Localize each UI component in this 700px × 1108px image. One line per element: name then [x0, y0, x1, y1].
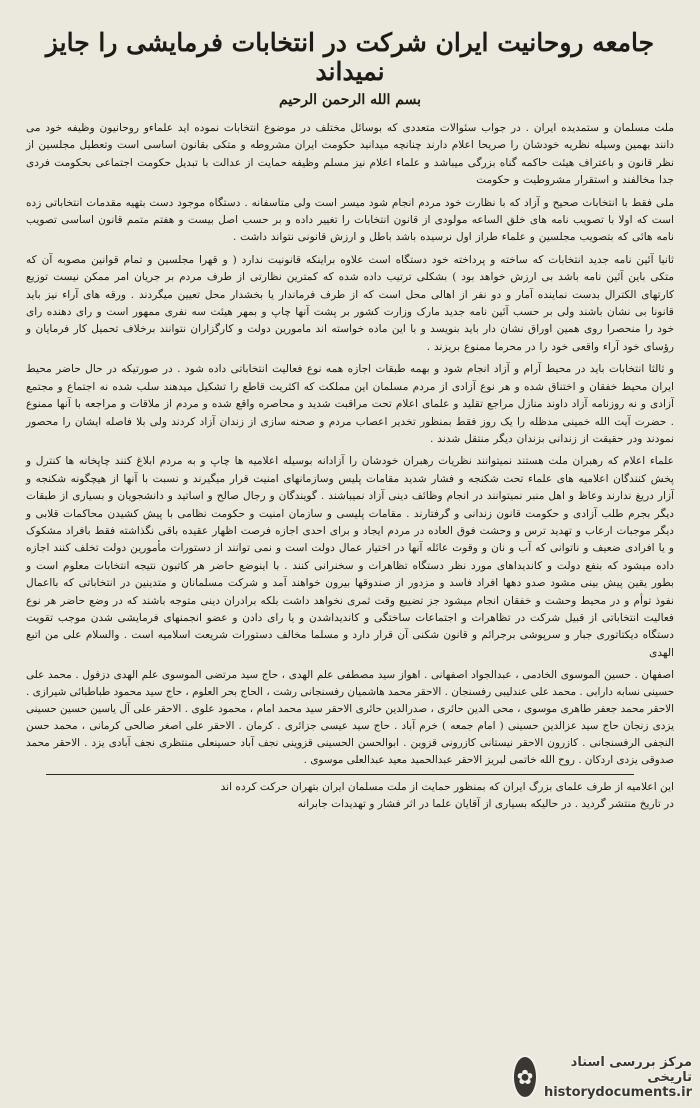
- paragraph-1: ملت مسلمان و ستمدیده ایران . در جواب سئوالات متعددی که بوسائل مختلف در موضوع انتخابات نموده اید علماءو روحانیون وظیفه خود می دانند بهمین وسیله نظریه خودشان را صریحا اعلام دارند چنانچه میدانید حکومت ایران مشروطه و متکی بقانون اساسی است وتعطیل مجلسین از نظر قانون و باعتراف هیئت حاکمه گناه بزرگی میباشد و علماء اعلام نیز مسلم وظیفه حمایت از عدالت با تبدیل حکومت اجتماعی بحکومت فردی جدا مخالفند و استقرار مشروطیت و حکومت: [26, 122, 674, 187]
- basmala: بسم الله الرحمن الرحیم: [279, 92, 421, 108]
- document-body: [26, 120, 674, 813]
- signatures-list: اصفهان . حسین الموسوی الخادمی ، عبدالجواد اصفهانی . اهواز سید مصطفی علم الهدی ، حاج سید مرتضی الموسوی علم الهدی دزفول . محمد علی حسینی نسابه دارابی . محمد علی عندلیبی رفسنجان . الاحقر محمد هاشمیان رفسنجانی رشت ، الحاج بحر العلوم ، حاج سید محمود طباطبائی شیرازی . الاحقر محمد جعفر طاهری موسوی ، محی الدین حائری ، صدرالدین حائری الاحقر سید محمد امام ، محمود علوی . الاحقر علی آل یاسین حسین حسینی یزدی زنجان حاج سید عزالدین حسینی ( امام جمعه ) خرم آباد . حاج سید عیسی جزائری . کرمان . الاحقر علی اصغر صالحی کرمانی ، محمد حسن النجفی الرفسنجانی . کازرون الاحقر نیستانی کازرونی قزوین . ابوالحسن الحسینی قزوینی نجف آباد حسینعلی منتظری نجف آبادی یزد . الاحقر محمد صدوقی یزدی اردکان . روح الله خاتمی لبریز الاحقر عبدالحمید معید عبدالعلی موسوی .: [26, 669, 674, 767]
- archive-logo-icon: ✿: [512, 1055, 538, 1099]
- watermark-text-fa: مرکز بررسی اسناد تاریخی: [570, 1054, 692, 1085]
- paragraph-2: ملی فقط با انتخابات صحیح و آزاد که با نظارت خود مردم انجام شود میسر است ولی متاسفانه . دستگاه موجود دست بتهیه مقدمات انتخاباتی زده است که اولا با تصویب نامه های خلق الساعه مولودی از قانون انتخابات را تغییر داده و بر حسب اصل بیست و هفتم متمم قانون اساسی تصویب نامه هائی که بتصویب مجلسین و علماء طراز اول نرسیده باشد باطل و ارزش قانونی نتواند داشت .: [26, 196, 674, 244]
- watermark-texts: [544, 1055, 692, 1100]
- paragraph-3: ثانیا آئین نامه جدید انتخابات که ساخته و پرداخته خود دستگاه است علاوه براینکه قانونیت ندارد ( و قهرا مجلسین و تمام قوانین مصوبه آن که متکی باین آئین نامه باشد بی ارزش خواهد بود ) بشکلی ترتیب داده شده که کمترین نظارتی از طرف مردم بر جریان امر ممکن نیست توزیع کارتهای الکترال بدست نماینده آمار و دو نفر از اهالی محل است که از طرف فرماندار یا بخشدار محل تعیین میگردند . ورقه های آراء نیز باید قانونا بی نشان باشند ولی بر حسب آئین نامه جدید مارک وزارت کشور بر پشت آنها چاپ و بمهر هیئت سه نفری ممهور است و رای دهنده رای خود را منحصرا روی همین اوراق نشان دار باید بنویسد و با این ماده خواسته اند مامورین دولت و کارگزاران نتوانند برخلاف تحمیل کار فرمایان و رؤسای خود آراء واقعی خود را در محرما ممنوع بریزند .: [26, 253, 674, 353]
- paragraph-5: علماء اعلام که رهبران ملت هستند نمیتوانند نظریات رهبران خودشان را آزادانه بوسیله اعلامیه ها چاپ و به مردم ابلاغ کنند چاپخانه ها کنترل و پخش کنندگان اعلامیه های علماء تحت شکنجه و فشار شدید مقامات پلیس وسازمانهای امنیت قرار میگیرند و نسبت با آنها از هیچگونه شکنجه و آزار دریغ ندارند وعاظ و اهل منبر نمیتوانند در انجام وظائف دینی آزاد نمیباشند . گویندگان و رجال صالح و اساتید و دانشجویان و بسیاری از طبقات دیگر بجرم طلب آزادی و حکومت قانون زندانی و گرفتارند . مقامات پلیسی و سازمان امنیت و حکومت نظامی با پیش کشیدن محاکمات قلابی و دیگر موجبات ارعاب و تهدید ترس و وحشت فوق العاده در مردم ایجاد و برای احدی اجازه فرصت اظهار عقیده باقی نگذاشته فقط بافراد مشکوک و یا افرادی ضعیف و ناتوانی که آب و نان و وقوت عائله آنها در اختیار عمال دولت است و نمی توانند از دستورات مأمورین دولت تخلف کنند اجازه داده میشود که بنفع دولت و کاندیداهای مورد نظر دستگاه تظاهرات و سخنرانی کنند . با اینوضع حاضر هر کاتبون نتیجه انتخابات معلوم است و بطور یقین پیش بینی مشود صدو دهها افراد فاسد و مزدور از صندوقها بیرون خواهند آمد و شرکت مسلمانان و متدینین در انتخاباتی که بااعمال نفوذ توأم و در محیط وحشت و خفقان انجام میشود جز تضییع وقت ثمری نخواهد داشت بلکه برادران دینی متوجه باشند که در وضع حاضر هر نوع فعالیت انتخاباتی از قبیل شرکت در تظاهرات و اجتماعات ساختگی و کاندیداشدن و یا رای دادن و عضو انجمنهای فرمایشی شدن موجب تقویت دستگاه دیکتاتوری جبار و سرپوشی برجرائم و قانون شکنی آن قرار دارد و مسلما مخالف دستورات شریعت اسلامیه است . والسلام علی من اتبع الهدی: [26, 455, 674, 659]
- watermark: [512, 1050, 692, 1104]
- watermark-text-en: historydocuments.ir: [543, 1084, 692, 1100]
- paragraph-4: و ثالثا انتخابات باید در محیط آرام و آزاد انجام شود و بهمه طبقات اجازه همه نوع فعالیت انتخاباتی داده شود . در صورتیکه در حال حاضر محیط ایران محیط خفقان و اختناق شده و هر نوع آزادی از مردم مسلمان این مملکت که اکثریت قاطع را تشکیل میدهند سلب شده نه اجتماع و مجتمع آزادی و نه روزنامه آزاد داوند منازل مراجع تقلید و علمای اعلام تحت مراقبت شدید و محاصره واقع شده و مردم از ملاقات و مراجعه با آنها ممنوع . حضرت آیت الله خمینی مدظله را یک روز فقط بمنظور تخدیر اعصاب مردم و صحنه سازی از زندان آزاد کردند ولی بلا فاصله ایشان را محصور نمودند ودر حقیقت از زندانی بزندان دیگر منتقل شدند .: [26, 363, 674, 445]
- divider: [46, 774, 634, 775]
- closing-note: این اعلامیه از طرف علمای بزرگ ایران که بمنظور حمایت از ملت مسلمان ایران بتهران حرکت کرده اند در تاریخ منتشر گردید . در حالیکه بسیاری از آقایان علما در اثر فشار و تهدیدات جابرانه: [220, 781, 674, 811]
- document-title: جامعه روحانیت ایران شرکت در انتخابات فرمایشی را جایز نمیداند: [45, 28, 655, 86]
